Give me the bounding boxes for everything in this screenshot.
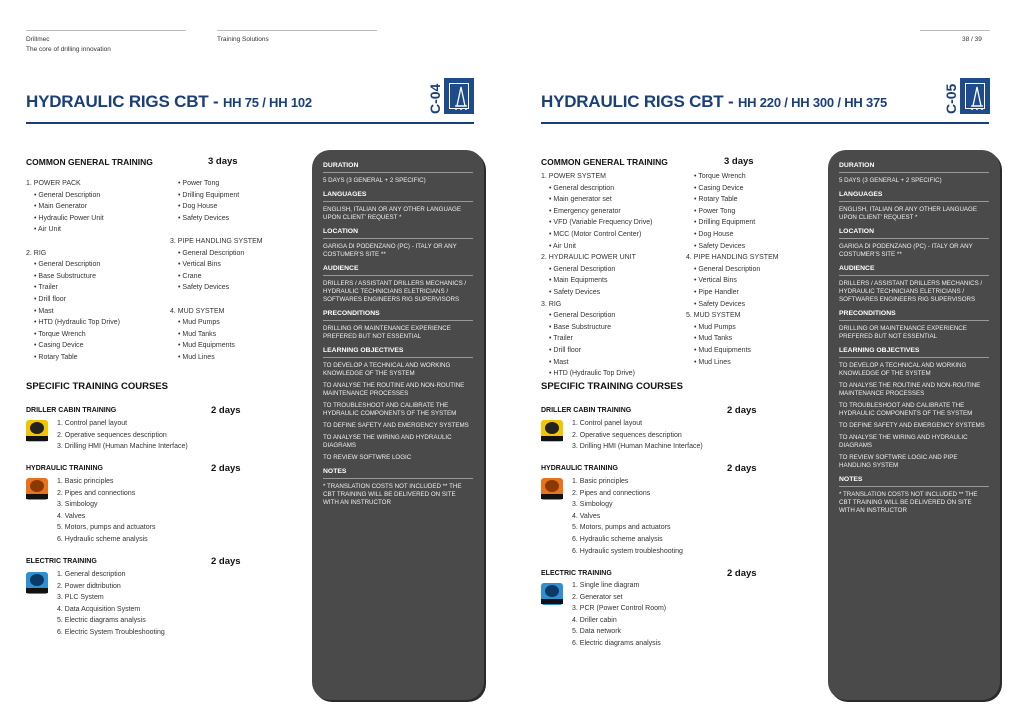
location-text: GARIGA DI PODENZANO (PC) - ITALY OR ANY COSTUMER'S SITE ** <box>323 243 457 258</box>
page-title-left: HYDRAULIC RIGS CBT - HH 75 / HH 102 <box>26 92 312 111</box>
audience-heading: AUDIENCE <box>839 265 989 276</box>
list-item: • Vertical Bins <box>178 261 221 269</box>
driller-training-label: DRILLER CABIN TRAINING <box>26 407 117 414</box>
audience-text: DRILLERS / ASSISTANT DRILLERS MECHANICS / HYDRAULIC TECHNICIANS ELETRICIANS / SOFTWARES ENGINEERS RIG SUPERVISORS <box>323 280 467 303</box>
list-item: • Mast <box>549 358 569 366</box>
list-item: • Torque Wrench <box>694 173 746 180</box>
list-item: • Crane <box>178 272 202 280</box>
objective-item: TO TROUBLESHOOT AND CALIBRATE THE HYDRAULIC COMPONENTS OF THE SYSTEM <box>323 402 457 417</box>
list-item: • Casing Device <box>34 342 84 350</box>
list-item: • Drilling Equipment <box>694 219 756 227</box>
electric-training-days: 2 days <box>211 556 241 567</box>
list-item: • Drill floor <box>549 346 582 354</box>
info-panel-right <box>828 150 1000 700</box>
list-item: • Emergency generator <box>549 207 621 215</box>
list-item: 3. PCR (Power Control Room) <box>572 605 667 613</box>
objective-item: TO ANALYSE THE ROUTINE AND NON-ROUTINE MAINTENANCE PROCESSES <box>323 382 465 397</box>
objective-item: TO DEFINE SAFETY AND EMERGENCY SYSTEMS <box>323 422 469 429</box>
driller-training-days: 2 days <box>211 405 241 416</box>
title-rule <box>26 122 474 124</box>
list-item: • Rotary Table <box>34 353 78 361</box>
hydraulic-training-label: HYDRAULIC TRAINING <box>541 465 618 472</box>
list-item: • General Description <box>34 191 101 199</box>
list-item: • General Description <box>694 265 761 273</box>
objective-item: TO REVIEW SOFTWRE LOGIC AND PIPE HANDLING SYSTEM <box>839 454 958 469</box>
list-item: 2. Generator set <box>572 593 623 601</box>
list-item: • Dog House <box>178 203 218 211</box>
preconditions-text: DRILLING OR MAINTENANCE EXPERIENCE PREFERED BUT NOT ESSENTIAL <box>839 325 967 340</box>
brand-name: Drillmec <box>26 36 50 43</box>
hydraulic-training-days: 2 days <box>727 463 757 474</box>
list-item: 5. Motors, pumps and actuators <box>572 524 671 532</box>
electric-badge-icon <box>541 583 563 605</box>
preconditions-text: DRILLING OR MAINTENANCE EXPERIENCE PREFERED BUT NOT ESSENTIAL <box>323 325 451 340</box>
objective-item: TO ANALYSE THE ROUTINE AND NON-ROUTINE MAINTENANCE PROCESSES <box>839 382 981 397</box>
mechanic-badge-icon <box>541 478 563 500</box>
list-item: 4. MUD SYSTEM <box>170 307 225 315</box>
list-item: • Mud Equipments <box>178 342 235 350</box>
list-item: 4. Valves <box>57 512 86 520</box>
duration-text: 5 DAYS (3 GENERAL + 2 SPECIFIC) <box>323 177 426 184</box>
common-topics-col1 <box>26 178 120 364</box>
list-item: • Safety Devices <box>694 300 746 308</box>
notes-text: * TRANSLATION COSTS NOT INCLUDED ** THE CBT TRAINING WILL BE DELIVERED ON SITE WITH AN INSTRUCTOR <box>323 483 462 506</box>
list-item: • Mud Pumps <box>694 323 736 331</box>
objectives-list <box>323 362 473 462</box>
list-item: • Safety Devices <box>694 242 746 250</box>
list-item: • HTD (Hydraulic Top Drive) <box>34 319 120 327</box>
electric-training-label: ELECTRIC TRAINING <box>541 570 612 577</box>
common-topics-col2 <box>686 171 779 368</box>
driller-topics <box>572 418 703 453</box>
list-item: • Mud Lines <box>178 353 215 361</box>
mechanic-badge-icon <box>26 478 48 500</box>
list-item: • General Description <box>549 265 616 273</box>
list-item: • Main Equipments <box>549 277 608 285</box>
driller-training-label: DRILLER CABIN TRAINING <box>541 407 632 414</box>
driller-topics <box>57 418 188 453</box>
driller-training-days: 2 days <box>727 405 757 416</box>
list-item: 3. Simbology <box>57 501 98 509</box>
electric-training-label: ELECTRIC TRAINING <box>26 558 97 565</box>
list-item: 6. Electric System Troubleshooting <box>57 628 165 636</box>
languages-text: ENGLISH, ITALIAN OR ANY OTHER LANGUAGE UPON CLIENT' REQUEST * <box>839 206 977 221</box>
specific-courses-label: SPECIFIC TRAINING COURSES <box>26 381 168 392</box>
list-item: 3. Drilling HMI (Human Machine Interface) <box>572 443 703 451</box>
list-item: • Safety Devices <box>549 288 601 296</box>
list-item: • Mud Lines <box>694 358 731 366</box>
duration-text: 5 DAYS (3 GENERAL + 2 SPECIFIC) <box>839 177 942 184</box>
info-panel-left <box>312 150 484 700</box>
list-item: 2. HYDRAULIC POWER UNIT <box>541 254 636 262</box>
page-title-right: HYDRAULIC RIGS CBT - HH 220 / HH 300 / HH 375 <box>541 92 888 111</box>
list-item: 1. POWER PACK <box>26 180 81 187</box>
header-rule <box>217 30 377 31</box>
list-item: 2. Operative sequences description <box>572 431 682 439</box>
list-item: 2. Operative sequences description <box>57 431 167 439</box>
common-training-days: 3 days <box>208 156 238 167</box>
list-item: 1. Basic principles <box>572 478 629 485</box>
list-item: 4. PIPE HANDLING SYSTEM <box>686 254 779 262</box>
section-label: Training Solutions <box>217 36 269 43</box>
list-item: 2. Pipes and connections <box>57 489 136 497</box>
list-item: • Vertical Bins <box>694 277 737 285</box>
list-item: 4. Valves <box>572 512 601 520</box>
list-item: 6. Hydraulic system troubleshooting <box>572 547 683 555</box>
hydraulic-topics <box>57 476 155 546</box>
list-item: 5. Data network <box>572 628 622 636</box>
objective-item: TO DEVELOP A TECHNICAL AND WORKING KNOWLEDGE OF THE SYSTEM <box>323 362 451 377</box>
list-item: • Rotary Table <box>694 196 738 204</box>
list-item: • Torque Wrench <box>34 330 86 338</box>
course-code-right: C-05 <box>943 83 959 114</box>
list-item: 2. RIG <box>26 249 47 257</box>
list-item: 1. Control panel layout <box>572 420 643 427</box>
objective-item: TO DEFINE SAFETY AND EMERGENCY SYSTEMS <box>839 422 985 429</box>
list-item: • Safety Devices <box>178 284 230 292</box>
list-item: • Casing Device <box>694 184 744 192</box>
location-heading: LOCATION <box>323 228 473 239</box>
electric-badge-icon <box>26 572 48 594</box>
operations-badge-icon <box>541 420 563 442</box>
objective-item: TO TROUBLESHOOT AND CALIBRATE THE HYDRAULIC COMPONENTS OF THE SYSTEM <box>839 402 973 417</box>
common-topics-col1 <box>541 171 652 380</box>
list-item: 1. Basic principles <box>57 478 114 485</box>
list-item: 4. Data Acquisition System <box>57 605 141 613</box>
hydraulic-training-days: 2 days <box>211 463 241 474</box>
list-item: • Drilling Equipment <box>178 191 240 199</box>
list-item: • Air Unit <box>34 226 61 234</box>
list-item: • VFD (Variable Frequency Drive) <box>549 219 653 227</box>
languages-text: ENGLISH, ITALIAN OR ANY OTHER LANGUAGE UPON CLIENT' REQUEST * <box>323 206 461 221</box>
preconditions-heading: PRECONDITIONS <box>323 310 473 321</box>
list-item: • General description <box>549 184 615 192</box>
list-item: 1. General description <box>57 571 126 578</box>
common-training-days: 3 days <box>724 156 754 167</box>
list-item: • Trailer <box>549 335 573 343</box>
list-item: 5. Motors, pumps and actuators <box>57 524 156 532</box>
rig-logo-icon <box>444 78 474 114</box>
electric-topics <box>57 569 165 639</box>
common-training-label: COMMON GENERAL TRAINING <box>26 157 153 167</box>
list-item: • Base Substructure <box>549 323 611 331</box>
list-item: 3. RIG <box>541 300 562 308</box>
list-item: • Mast <box>34 307 54 315</box>
audience-heading: AUDIENCE <box>323 265 473 276</box>
header-rule <box>920 30 990 31</box>
list-item: • Safety Devices <box>178 214 230 222</box>
list-item: 1. Control panel layout <box>57 420 128 427</box>
list-item: 6. Hydraulic scheme analysis <box>57 535 148 543</box>
list-item: • Air Unit <box>549 242 576 250</box>
list-item: • Mud Pumps <box>178 319 220 327</box>
notes-text: * TRANSLATION COSTS NOT INCLUDED ** THE CBT TRAINING WILL BE DELIVERED ON SITE WITH AN INSTRUCTOR <box>839 491 978 514</box>
list-item: • Mud Tanks <box>694 335 733 343</box>
list-item <box>170 294 263 306</box>
list-item: • Mud Equipments <box>694 346 751 354</box>
electric-training-days: 2 days <box>727 568 757 579</box>
operations-badge-icon <box>26 420 48 442</box>
list-item: 2. Pipes and connections <box>572 489 651 497</box>
hydraulic-training-label: HYDRAULIC TRAINING <box>26 465 103 472</box>
list-item: 2. Power didtribution <box>57 582 121 590</box>
list-item: • Trailer <box>34 284 58 292</box>
list-item: • Main generator set <box>549 196 612 204</box>
list-item: • Base Substructure <box>34 272 96 280</box>
objectives-heading: LEARNING OBJECTIVES <box>839 347 989 358</box>
common-training-label: COMMON GENERAL TRAINING <box>541 157 668 167</box>
languages-heading: LANGUAGES <box>323 191 473 202</box>
objective-item: TO DEVELOP A TECHNICAL AND WORKING KNOWLEDGE OF THE SYSTEM <box>839 362 967 377</box>
objectives-heading: LEARNING OBJECTIVES <box>323 347 473 358</box>
objectives-list <box>839 362 989 470</box>
list-item: 1. POWER SYSTEM <box>541 173 606 180</box>
objective-item: TO ANALYSE THE WIRING AND HYDRAULIC DIAGRAMS <box>323 434 452 449</box>
list-item: • Drill floor <box>34 295 67 303</box>
list-item: 3. Simbology <box>572 501 613 509</box>
header-rule <box>26 30 186 31</box>
page-number: 38 / 39 <box>962 36 982 43</box>
duration-heading: DURATION <box>323 162 473 173</box>
list-item: • Mud Tanks <box>178 330 217 338</box>
list-item: 5. Electric diagrams analysis <box>57 617 146 625</box>
list-item: 3. Drilling HMI (Human Machine Interface) <box>57 443 188 451</box>
list-item <box>170 224 263 236</box>
hydraulic-topics <box>572 476 683 557</box>
list-item: • Main Generator <box>34 203 88 211</box>
list-item: • General Description <box>34 261 101 269</box>
list-item: • Pipe Handler <box>694 288 739 296</box>
electric-topics <box>572 580 666 650</box>
list-item: 6. Electric diagrams analysis <box>572 639 661 647</box>
notes-heading: NOTES <box>323 468 473 479</box>
list-item: • Hydraulic Power Unit <box>34 214 104 222</box>
objective-item: TO ANALYSE THE WIRING AND HYDRAULIC DIAGRAMS <box>839 434 968 449</box>
title-rule <box>541 122 989 124</box>
course-code-left: C-04 <box>427 83 443 114</box>
languages-heading: LANGUAGES <box>839 191 989 202</box>
duration-heading: DURATION <box>839 162 989 173</box>
location-heading: LOCATION <box>839 228 989 239</box>
specific-courses-label: SPECIFIC TRAINING COURSES <box>541 381 683 392</box>
list-item: • General Description <box>178 249 245 257</box>
list-item: • Power Tong <box>694 207 736 215</box>
notes-heading: NOTES <box>839 476 989 487</box>
list-item <box>26 236 120 248</box>
list-item: 5. MUD SYSTEM <box>686 312 741 320</box>
list-item: 6. Hydraulic scheme analysis <box>572 535 663 543</box>
list-item: 1. Single line diagram <box>572 582 640 589</box>
list-item: 3. PIPE HANDLING SYSTEM <box>170 237 263 245</box>
list-item: • HTD (Hydraulic Top Drive) <box>549 370 635 378</box>
list-item: 4. Driller cabin <box>572 616 617 624</box>
common-topics-col2 <box>170 178 263 364</box>
list-item: • MCC (Motor Control Center) <box>549 230 642 238</box>
list-item: • General Description <box>549 312 616 320</box>
list-item: • Power Tong <box>178 180 220 187</box>
list-item: • Dog House <box>694 230 734 238</box>
rig-logo-icon <box>960 78 990 114</box>
list-item: 3. PLC System <box>57 594 104 602</box>
preconditions-heading: PRECONDITIONS <box>839 310 989 321</box>
objective-item: TO REVIEW SOFTWRE LOGIC <box>323 454 412 461</box>
tagline: The core of drilling innovation <box>26 46 111 53</box>
location-text: GARIGA DI PODENZANO (PC) - ITALY OR ANY COSTUMER'S SITE ** <box>839 243 973 258</box>
audience-text: DRILLERS / ASSISTANT DRILLERS MECHANICS / HYDRAULIC TECHNICIANS ELETRICIANS / SOFTWARES ENGINEERS RIG SUPERVISORS <box>839 280 983 303</box>
